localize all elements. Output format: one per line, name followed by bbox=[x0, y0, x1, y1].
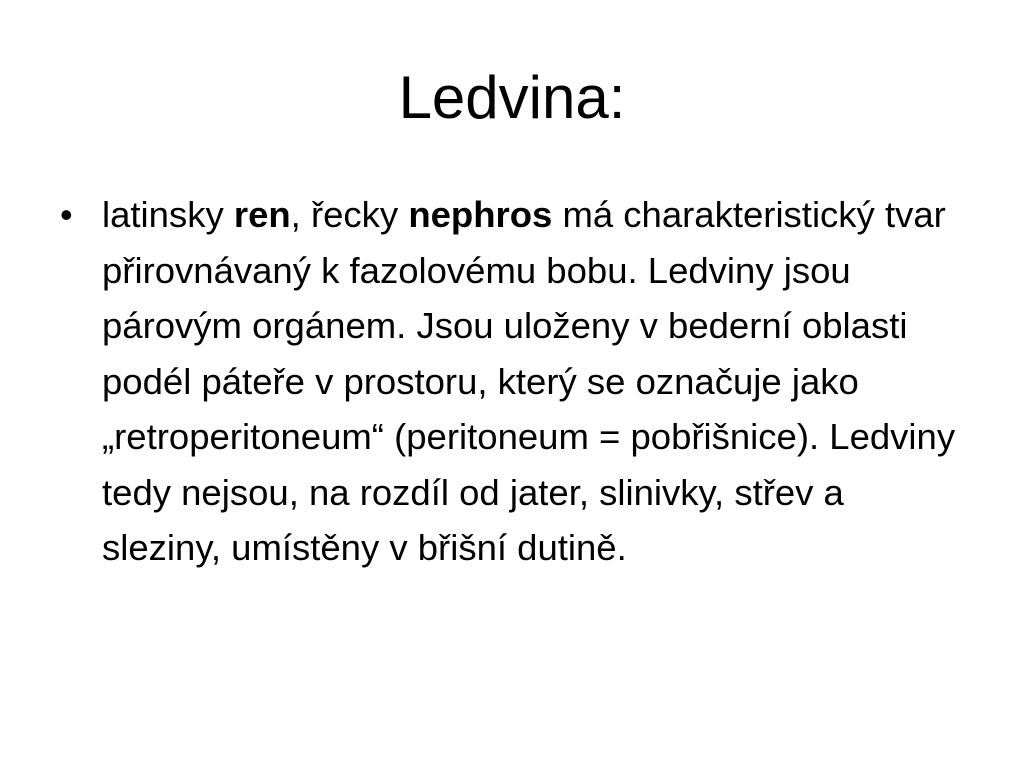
text-segment: latinsky bbox=[102, 194, 234, 235]
term-ren: ren bbox=[233, 194, 291, 235]
term-nephros: nephros bbox=[408, 194, 553, 235]
bullet-text bbox=[102, 194, 955, 568]
bullet-list bbox=[52, 187, 972, 576]
slide-title: Ledvina: bbox=[398, 64, 626, 131]
text-segment: , řecky bbox=[290, 194, 409, 235]
bullet-icon: • bbox=[60, 194, 73, 235]
bullet-item bbox=[52, 187, 972, 576]
text-segment: má charakteristický tvar přirovnávaný k fazolovému bobu. Ledviny jsou párovým orgánem. Jsou uloženy v bederní oblasti podél páteře v prostoru, který se označuje jako „retroperitoneum“ (peritoneum = pobřišnice). Ledviny tedy nejsou, na rozdíl od jater, slinivky, střev a sleziny, umístěny v břišní dutině. bbox=[102, 194, 956, 568]
